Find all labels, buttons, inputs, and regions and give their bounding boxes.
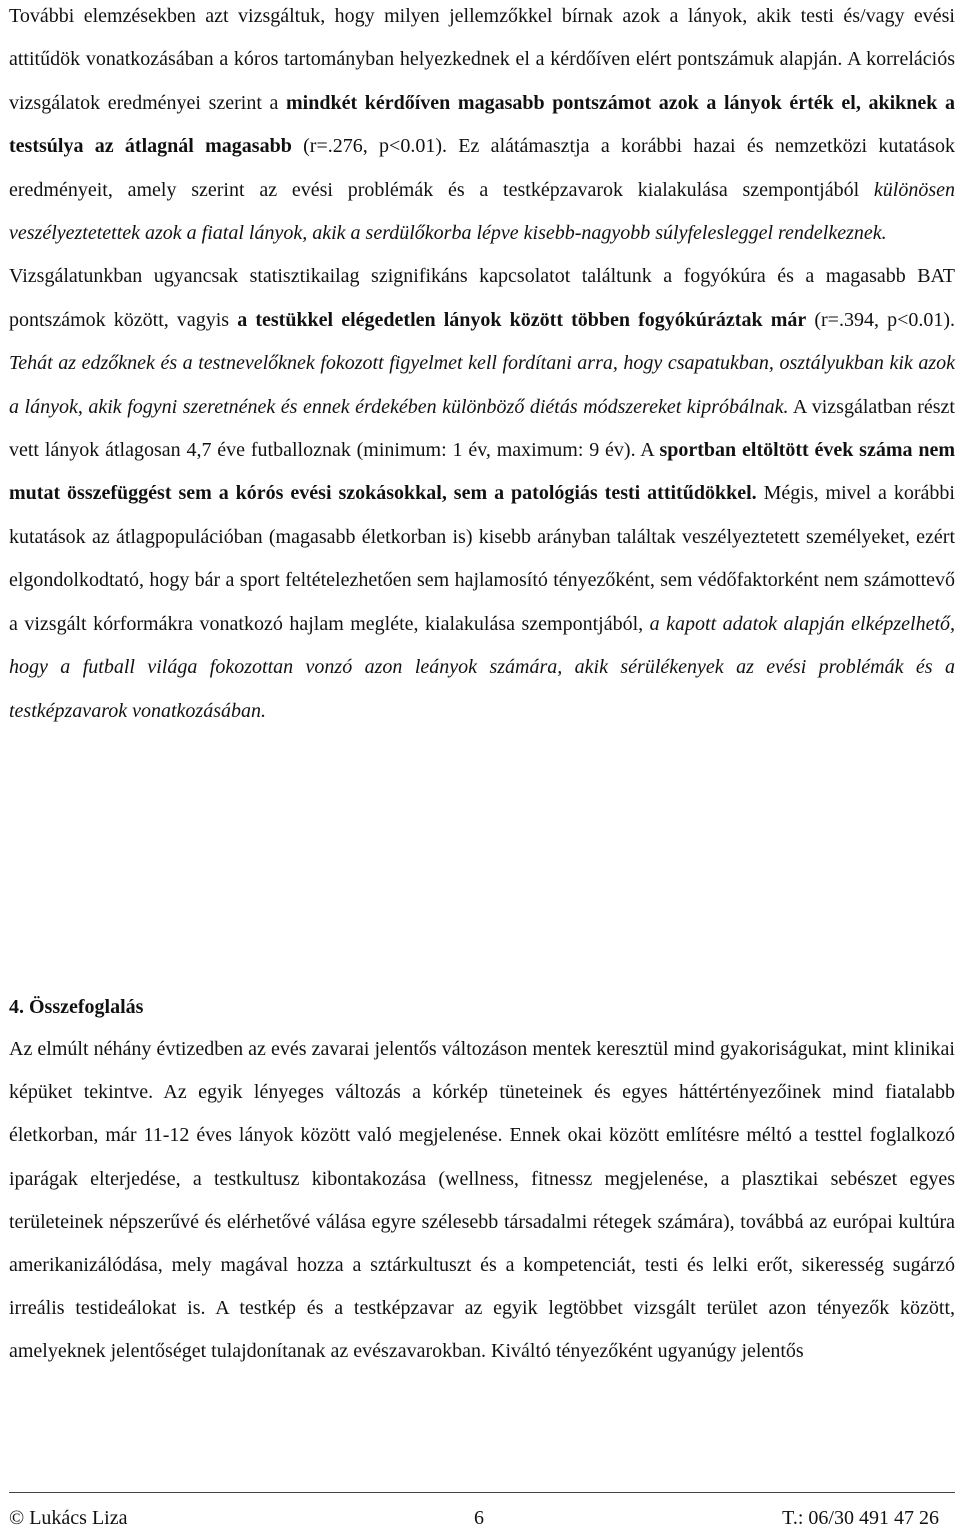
page-footer [9, 1505, 955, 1531]
bold-text-run: a testükkel elégedetlen lányok között többen fogyókúráztak már [237, 308, 807, 331]
text-run: (r=.276, p<0.01). Ez alátámasztja a korábbi hazai és nemzetközi kutatások eredményeit, amely szerint az evési problémák és a testképzavarok kialakulása szempontjából [9, 135, 956, 201]
bold-text-run: sportban eltöltött évek száma nem mutat összefüggést sem a kórós evési szokásokkal, sem a patológiás testi attitűdökkel. [9, 439, 955, 505]
bold-text-run: mindkét kérdőíven magasabb pontszámot azok a lányok érték el, akiknek a testsúlya az átlagnál magasabb [9, 91, 955, 158]
section-heading: 4. Összefoglalás [9, 996, 144, 1018]
text-run: A vizsgálatban részt vett lányok átlagosan 4,7 éve futballoznak (minimum: 1 év, maximum: 9 év). A [9, 395, 955, 462]
footer-divider [9, 1492, 955, 1493]
paragraph-dieting [9, 255, 955, 732]
text-run: Vizsgálatunkban ugyancsak statisztikailag szignifikáns kapcsolatot találtunk a fogyókúra és a magasabb BAT pontszámok között, vagyis [9, 265, 955, 331]
italic-text-run: különösen veszélyeztetettek azok a fiatal lányok, akik a serdülőkorba lépve kisebb-nagyobb súlyfelesleggel rendelkeznek. [9, 178, 955, 245]
italic-text-run: a kapott adatok alapján elképzelhető, hogy a futball világa fokozottan vonzó azon leányok számára, akik sérülékenyek az evési problémák és a testképzavarok vonatkozásában. [9, 612, 955, 722]
italic-text-run: Tehát az edzőknek és a testnevelőknek fokozott figyelmet kell fordítani arra, hogy csapatukban, osztályukban kik azok a lányok, akik fogyni szeretnének és ennek érdekében különböző diétás módszereket kipróbálnak. [9, 352, 955, 418]
text-run: További elemzésekben azt vizsgáltuk, hogy milyen jellemzőkkel bírnak azok a lányok, akik testi és/vagy evési attitűdök vonatkozásában a kóros tartományban helyezkednek el a kérdőíven elért pontszámuk alapján. A korrelációs vizsgálatok eredményei szerint a [9, 5, 955, 114]
text-run: (r=.394, p<0.01). [806, 308, 956, 331]
footer-phone: T.: 06/30 491 47 26 [782, 1507, 939, 1529]
summary-paragraph: Az elmúlt néhány évtizedben az evés zavarai jelentős változáson mentek keresztül mind gyakoriságukat, mint klinikai képüket tekintve. Az egyik lényeges változás a kórkép tüneteinek és egyes háttértényezőinek mind fiatalabb életkorban, már 11-12 éves lányok között való megjelenése. Ennek okai között említésre méltó a testtel foglalkozó iparágak elterjedése, a testkultusz kibontakozása (wellness, fitnessz megjelenése, a plasztikai sebészet egyes területeinek népszerűvé és elérhetővé válása egyre szélesebb társadalmi rétegek számára), továbbá az európai kultúra amerikanizálódása, mely magával hozza a sztárkultuszt és a kompetenciát, testi és lelki erőt, sikeresség sugárzó irreális testideálokat is. A testkép és a testképzavar az egyik legtöbbet vizsgált terület azon tényezők között, amelyeknek jelentőséget tulajdonítanak az evészavarokban. Kiváltó tényezőként ugyanúgy jelentős [9, 1038, 955, 1363]
footer-author: © Lukács Liza [9, 1507, 128, 1529]
document-page [9, 0, 955, 733]
text-run: Mégis, mivel a korábbi kutatások az átlagpopulációban (magasabb életkorban is) kisebb arányban találtak veszélyeztetett személyeket, ezért elgondolkodtató, hogy bár a sport feltételezhetően sem hajlamosító tényezőként, sem védőfaktorként nem számottevő a vizsgált kórformákra vonatkozó hajlam megléte, kialakulása szempontjából, [9, 482, 955, 635]
paragraph-results [9, 0, 955, 255]
footer-page-number: 6 [474, 1507, 484, 1529]
